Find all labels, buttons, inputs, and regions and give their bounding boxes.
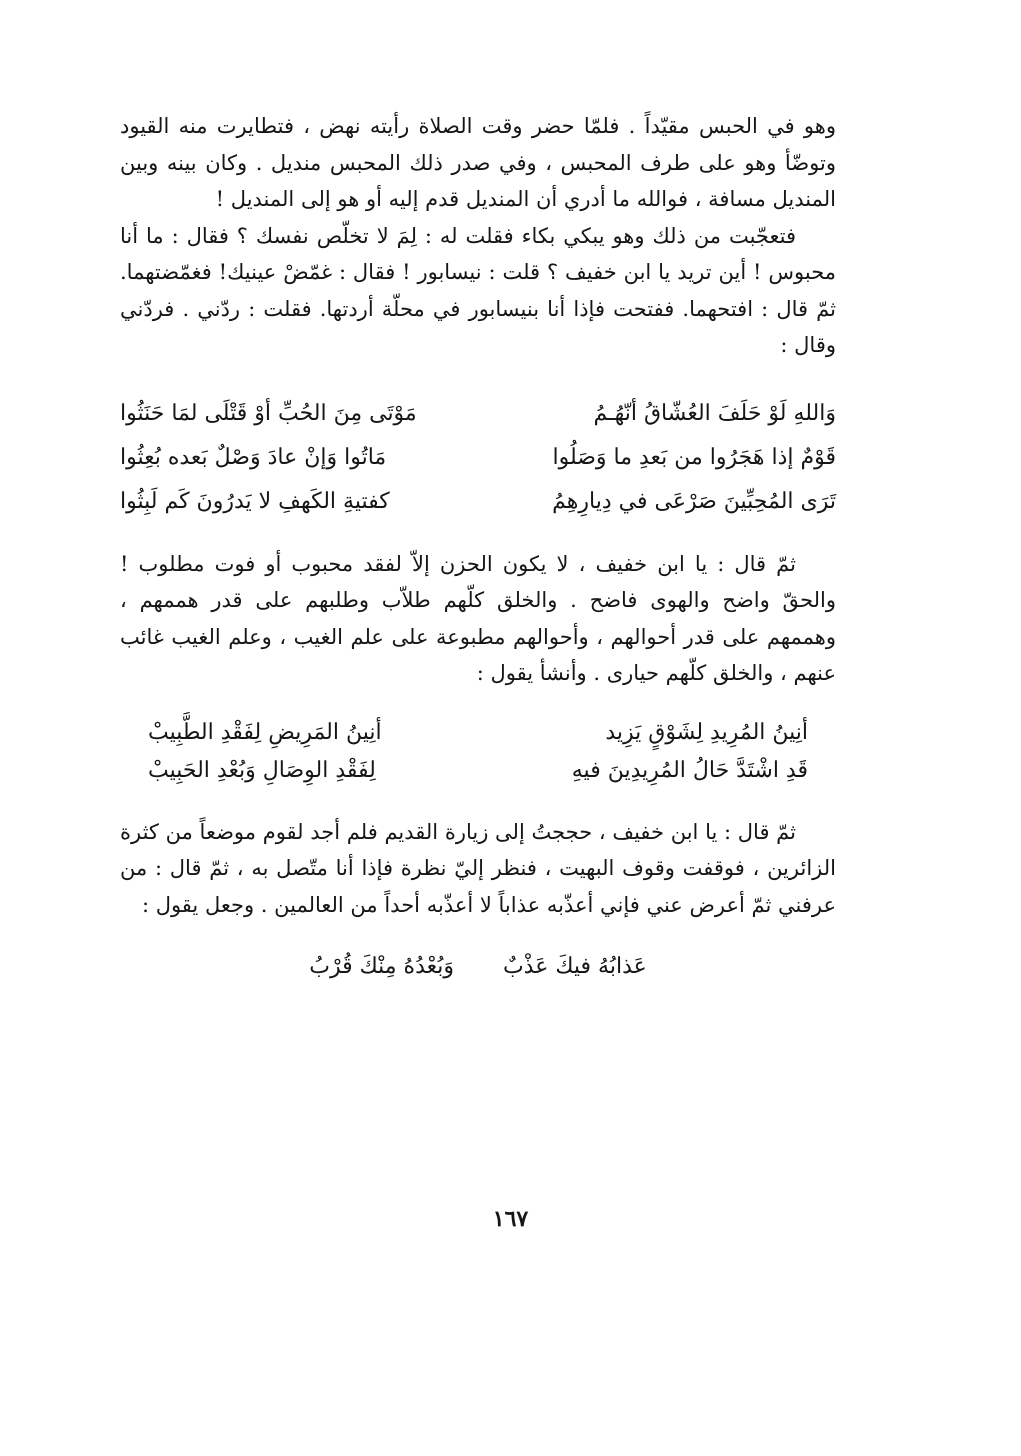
page-body [120, 108, 836, 987]
poem-1-verse-2 [120, 436, 836, 480]
paragraph-3: ثمّ قال : يا ابن خفيف ، لا يكون الحزن إلاّ لفقد محبوب أو فوت مطلوب ! والحقّ واضح والهوى فاضح . والخلق كلّهم طلاّب وطلبهم على قدر هممهم ، وهممهم على قدر أحوالهم ، وأحوالهم مطبوعة على علم الغيب ، وعلم الغيب غائب عنهم ، والخلق كلّهم حيارى . وأنشأ يقول : [120, 551, 836, 685]
poem-2-verse-2 [148, 752, 808, 790]
poem-1-verse-3-first: تَرَى المُحِبِّينَ صَرْعَى في دِيارِهِمُ [552, 488, 836, 514]
poem-1-verse-3 [120, 480, 836, 524]
poem-3-verse-1-second: وَبُعْدُهُ مِنْكَ قُرْبُ [309, 954, 454, 979]
poem-2 [120, 714, 836, 790]
poem-2-verse-1-second: أنِينُ المَرِيضِ لِفَقْدِ الطَّبِيبْ [148, 719, 382, 745]
poem-1-verse-2-second: مَاتُوا وَإنْ عادَ وَصْلٌ بَعده بُعِثُوا [120, 444, 387, 470]
poem-1-verse-1-first: وَاللهِ لَوْ حَلَفَ العُشّاقُ أنّهُـمُ [593, 400, 836, 426]
poem-2-verse-2-first: قَدِ اشْتَدَّ حَالُ المُرِيدِينَ فيهِ [571, 757, 808, 783]
poem-1-verse-1-second: مَوْتَى مِنَ الحُبِّ أوْ قَتْلَى لمَا حَنَثُوا [120, 400, 417, 426]
poem-1-verse-1 [120, 392, 836, 436]
poem-2-verse-1-first: أنِينُ المُرِيدِ لِشَوْقٍ يَزِيد [605, 719, 808, 745]
poem-1-verse-2-first: قَوْمٌ إذا هَجَرُوا من بَعدِ ما وَصَلُوا [552, 444, 836, 470]
poem-1-verse-3-second: كفتيةِ الكَهفِ لا يَدرُونَ كَم لَبِثُوا [120, 488, 390, 514]
paragraph-2: فتعجّبت من ذلك وهو يبكي بكاء فقلت له : لِمَ لا تخلّص نفسك ؟ فقال : ما أنا محبوس ! أين تريد يا ابن خفيف ؟ قلت : نيسابور ! فقال : غمّضْ عينيك! فغمّضتهما. ثمّ قال : افتحهما. ففتحت فإذا أنا بنيسابور في محلّة أردتها. فقلت : ردّني . فردّني وقال : [120, 223, 836, 357]
paragraph-4: ثمّ قال : يا ابن خفيف ، حججتُ إلى زيارة القديم فلم أجد لقوم موضعاً من كثرة الزائرين ، فوقفت وقوف البهيت ، فنظر إليّ نظرة فإذا أنا متّصل به ، ثمّ قال : من عرفني ثمّ أعرض عني فإني أعذّبه عذاباً لا أعذّبه أحداً من العالمين . وجعل يقول : [120, 819, 836, 917]
page-number: ١٦٧ [492, 1206, 529, 1232]
poem-2-verse-2-second: لِفَقْدِ الوِصَالِ وَبُعْدِ الحَبِيبْ [148, 757, 376, 783]
poem-3 [120, 947, 836, 987]
poem-1 [120, 392, 836, 524]
poem-3-verse-1 [120, 947, 836, 987]
poem-3-verse-1-first: عَذابُهُ فيكَ عَذْبٌ [502, 954, 647, 979]
poem-3-verse-gap [461, 954, 496, 979]
poem-2-verse-1 [148, 714, 808, 752]
paragraph-1: وهو في الحبس مقيّداً . فلمّا حضر وقت الصلاة رأيته نهض ، فتطايرت منه القيود وتوضّأ وهو على طرف المحبس ، وفي صدر ذلك المحبس منديل . وكان بينه وبين المنديل مسافة ، فوالله ما أدري أن المنديل قدم إليه أو هو إلى المنديل ! [120, 114, 836, 211]
